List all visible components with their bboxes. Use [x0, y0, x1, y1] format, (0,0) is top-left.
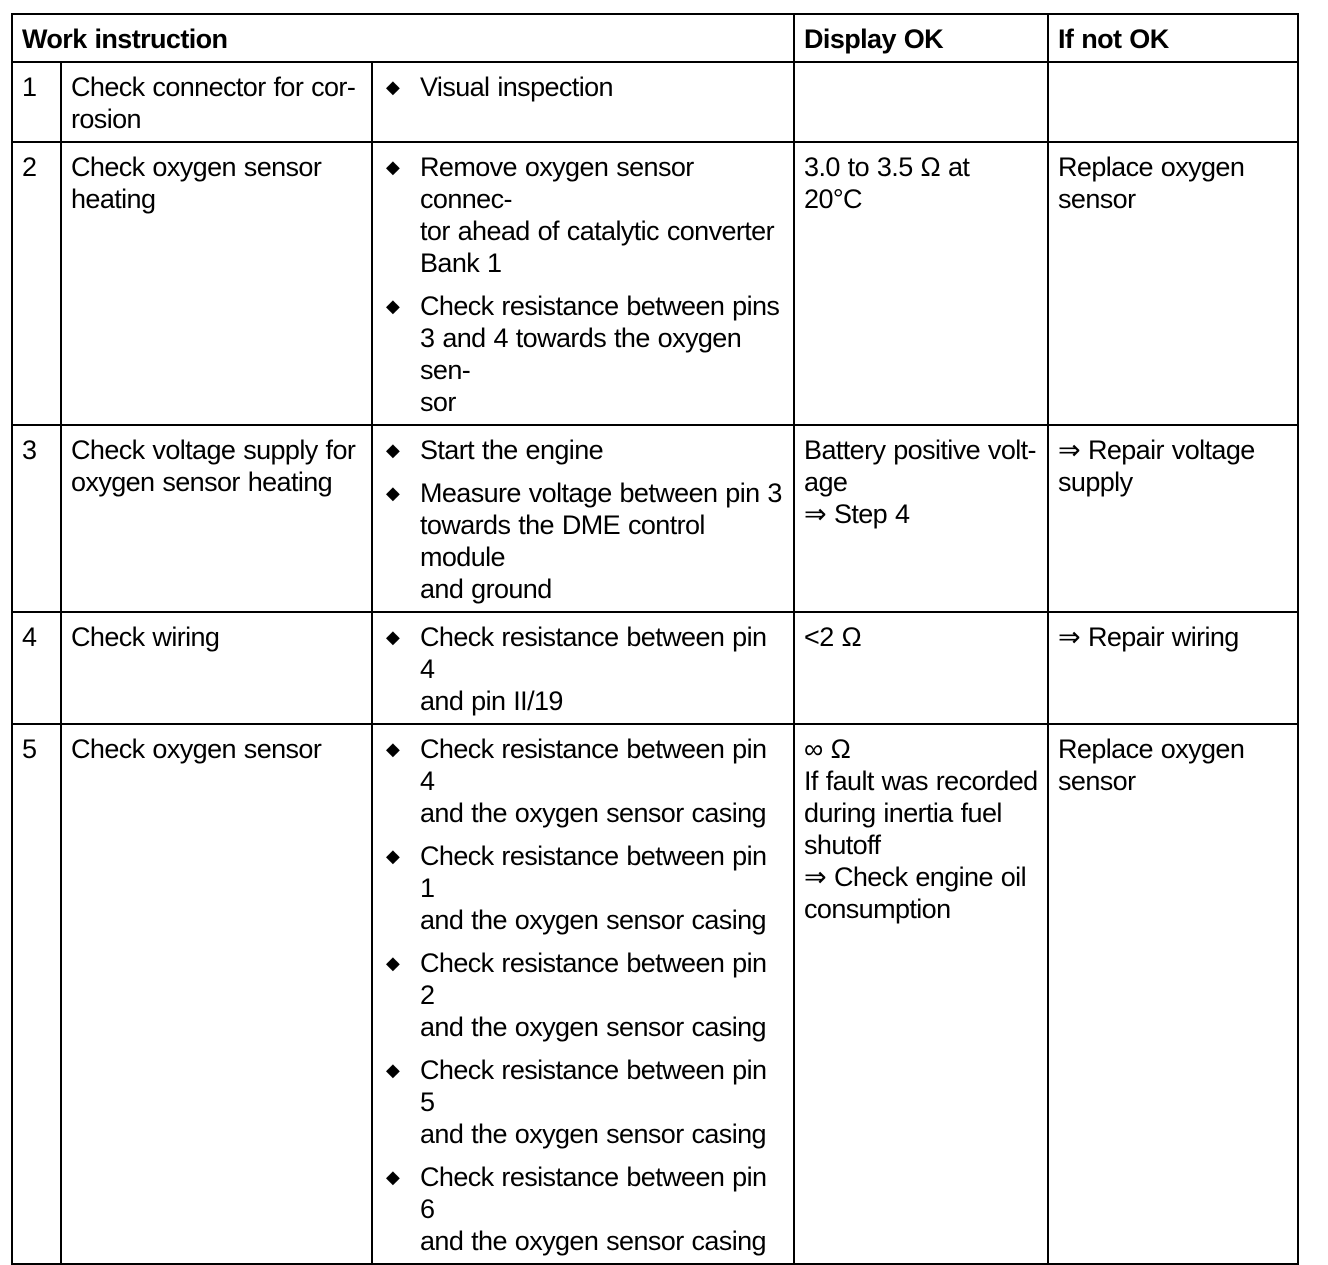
header-row — [12, 14, 1298, 62]
steps-cell — [372, 62, 794, 142]
if-not-ok-text: sensor — [1058, 184, 1136, 214]
task-text: Check wiring — [71, 622, 220, 652]
steps-cell — [372, 425, 794, 612]
task-text: Check voltage supply for — [71, 435, 356, 465]
step-text: and pin II/19 — [420, 686, 563, 716]
table-row — [12, 142, 1298, 425]
table-row — [12, 62, 1298, 142]
diamond-bullet-icon: ◆ — [386, 953, 400, 973]
if-not-ok-text: ⇒ Repair voltage — [1058, 435, 1255, 465]
steps-cell — [372, 724, 794, 1264]
diamond-bullet-icon: ◆ — [386, 296, 400, 316]
list-item — [382, 840, 785, 936]
diamond-bullet-icon: ◆ — [386, 157, 400, 177]
step-text: towards the DME control module — [420, 510, 705, 572]
task-cell — [61, 425, 372, 612]
if-not-ok-cell — [1048, 425, 1298, 612]
step-text: Check resistance between pin 1 — [420, 841, 767, 903]
task-cell — [61, 62, 372, 142]
diamond-bullet-icon: ◆ — [386, 627, 400, 647]
display-ok-cell — [794, 425, 1048, 612]
diamond-bullet-icon: ◆ — [386, 1167, 400, 1187]
header-display-ok: Display OK — [794, 14, 1048, 62]
steps-list — [382, 151, 785, 418]
display-ok-text: during inertia fuel — [804, 798, 1002, 828]
step-text: Check resistance between pin 6 — [420, 1162, 767, 1224]
task-cell — [61, 612, 372, 724]
table-row — [12, 612, 1298, 724]
step-number: 2 — [12, 142, 61, 425]
task-text: rosion — [71, 104, 141, 134]
display-ok-text: 20°C — [804, 184, 862, 214]
task-cell — [61, 142, 372, 425]
steps-cell — [372, 142, 794, 425]
step-text: and the oxygen sensor casing — [420, 1012, 766, 1042]
list-item — [382, 434, 785, 466]
list-item — [382, 151, 785, 279]
step-text: and the oxygen sensor casing — [420, 1226, 766, 1256]
if-not-ok-text: supply — [1058, 467, 1133, 497]
diamond-bullet-icon: ◆ — [386, 846, 400, 866]
steps-cell — [372, 612, 794, 724]
task-text: heating — [71, 184, 156, 214]
task-text: Check oxygen sensor — [71, 734, 322, 764]
display-ok-cell — [794, 612, 1048, 724]
step-text: sor — [420, 387, 456, 417]
list-item — [382, 290, 785, 418]
display-ok-text: ∞ Ω — [804, 734, 851, 764]
list-item — [382, 477, 785, 605]
step-text: Check resistance between pin 2 — [420, 948, 767, 1010]
display-ok-cell — [794, 62, 1048, 142]
if-not-ok-cell — [1048, 724, 1298, 1264]
steps-list — [382, 733, 785, 1257]
display-ok-text: age — [804, 467, 848, 497]
display-ok-text: <2 Ω — [804, 622, 862, 652]
table-row — [12, 425, 1298, 612]
display-ok-text: consumption — [804, 894, 951, 924]
step-text: 3 and 4 towards the oxygen sen- — [420, 323, 742, 385]
table-row — [12, 724, 1298, 1264]
list-item — [382, 621, 785, 717]
if-not-ok-text: Replace oxygen — [1058, 734, 1245, 764]
step-text: and ground — [420, 574, 552, 604]
step-text: and the oxygen sensor casing — [420, 905, 766, 935]
diamond-bullet-icon: ◆ — [386, 440, 400, 460]
list-item — [382, 1054, 785, 1150]
diamond-bullet-icon: ◆ — [386, 483, 400, 503]
steps-list — [382, 71, 785, 103]
display-ok-cell — [794, 142, 1048, 425]
step-text: Start the engine — [420, 435, 604, 465]
step-text: Check resistance between pin 4 — [420, 734, 767, 796]
steps-list — [382, 434, 785, 605]
diamond-bullet-icon: ◆ — [386, 739, 400, 759]
list-item — [382, 947, 785, 1043]
display-ok-text: ⇒ Step 4 — [804, 499, 910, 529]
display-ok-text: ⇒ Check engine oil — [804, 862, 1026, 892]
step-text: and the oxygen sensor casing — [420, 1119, 766, 1149]
table-body — [12, 62, 1298, 1264]
list-item — [382, 733, 785, 829]
if-not-ok-cell — [1048, 142, 1298, 425]
header-if-not-ok: If not OK — [1048, 14, 1298, 62]
step-number: 1 — [12, 62, 61, 142]
step-text: tor ahead of catalytic converter — [420, 216, 774, 246]
step-number: 4 — [12, 612, 61, 724]
display-ok-cell — [794, 724, 1048, 1264]
if-not-ok-text: ⇒ Repair wiring — [1058, 622, 1239, 652]
task-cell — [61, 724, 372, 1264]
header-work-instruction: Work instruction — [12, 14, 794, 62]
display-ok-text: If fault was recorded — [804, 766, 1038, 796]
list-item — [382, 71, 785, 103]
step-number: 5 — [12, 724, 61, 1264]
step-text: and the oxygen sensor casing — [420, 798, 766, 828]
steps-list — [382, 621, 785, 717]
display-ok-text: Battery positive volt- — [804, 435, 1036, 465]
task-text: oxygen sensor heating — [71, 467, 333, 497]
work-instruction-table — [11, 13, 1299, 1265]
step-text: Check resistance between pin 5 — [420, 1055, 767, 1117]
list-item — [382, 1161, 785, 1257]
diamond-bullet-icon: ◆ — [386, 77, 400, 97]
if-not-ok-text: Replace oxygen — [1058, 152, 1245, 182]
if-not-ok-cell — [1048, 62, 1298, 142]
task-text: Check connector for cor- — [71, 72, 356, 102]
step-text: Remove oxygen sensor connec- — [420, 152, 694, 214]
diamond-bullet-icon: ◆ — [386, 1060, 400, 1080]
step-text: Check resistance between pins — [420, 291, 780, 321]
step-text: Bank 1 — [420, 248, 502, 278]
if-not-ok-cell — [1048, 612, 1298, 724]
step-number: 3 — [12, 425, 61, 612]
step-text: Visual inspection — [420, 72, 613, 102]
if-not-ok-text: sensor — [1058, 766, 1136, 796]
display-ok-text: 3.0 to 3.5 Ω at — [804, 152, 970, 182]
step-text: Measure voltage between pin 3 — [420, 478, 782, 508]
task-text: Check oxygen sensor — [71, 152, 322, 182]
step-text: Check resistance between pin 4 — [420, 622, 767, 684]
display-ok-text: shutoff — [804, 830, 881, 860]
